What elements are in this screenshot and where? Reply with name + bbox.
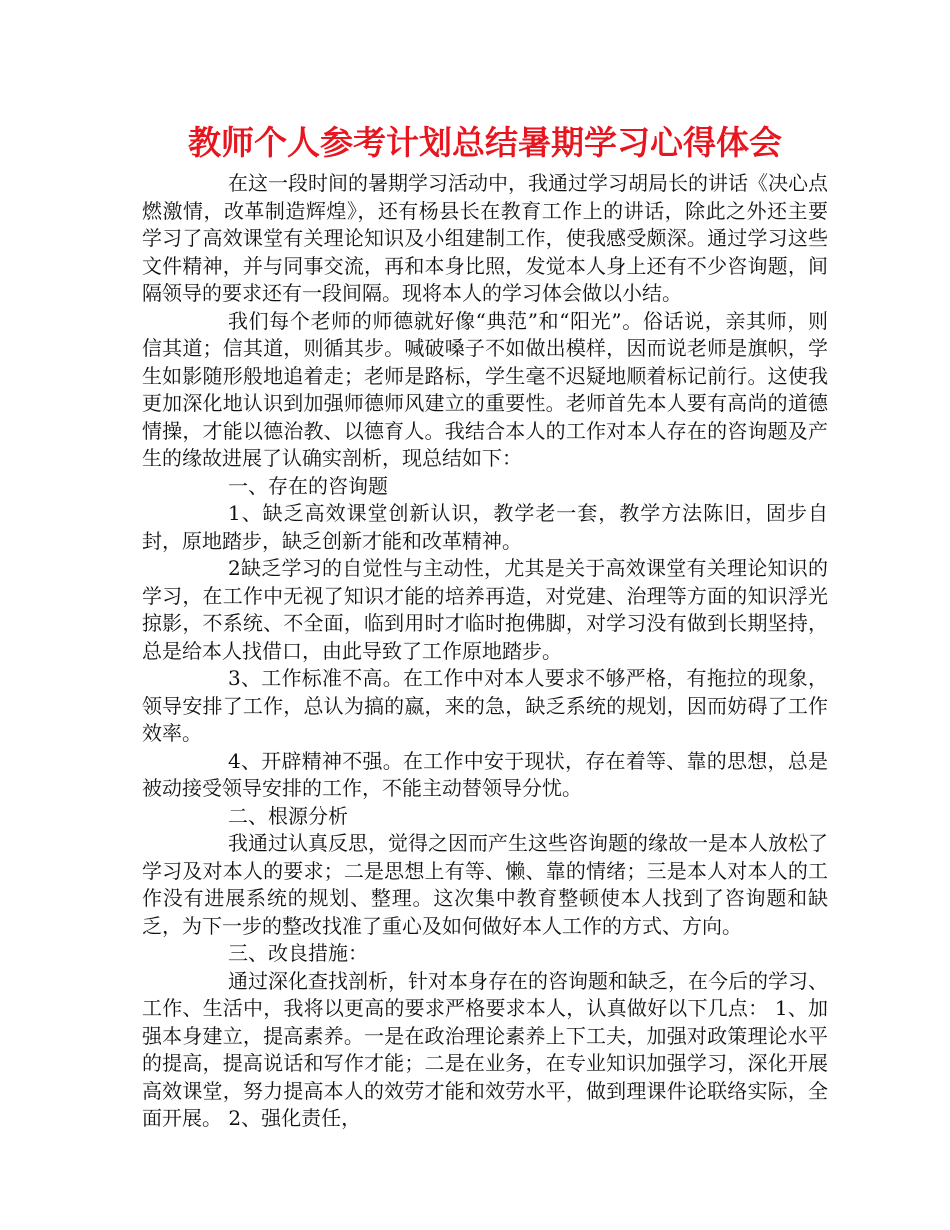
paragraph-root-cause: 我通过认真反思，觉得之因而产生这些咨询题的缘故一是本人放松了学习及对本人的要求；二是思想上有等、懒、靠的情绪；三是本人对本人的工作没有进展系统的规划、整理。这次集中教育整顿使本人找到了咨询题和缺乏，为下一步的整改找准了重心及如何做好本人工作的方式、方向。: [142, 831, 828, 938]
section-heading-improvements: 三、改良措施：: [228, 941, 368, 965]
paragraph-problem-4: 4、开辟精神不强。在工作中安于现状，存在着等、靠的思想，总是被动接受领导安排的工作，不能主动替领导分忧。: [142, 748, 828, 800]
document-page: [142, 118, 828, 1133]
document-title: 教师个人参考计划总结暑期学习心得体会: [188, 123, 782, 162]
paragraph-intro: 在这一段时间的暑期学习活动中，我通过学习胡局长的讲话《决心点燃激情，改革制造辉煌》，还有杨县长在教育工作上的讲话，除此之外还主要学习了高效课堂有关理论知识及小组建制工作，使我感受颇深。通过学习这些文件精神，并与同事交流，再和本身比照，发觉本人身上还有不少咨询题，间隔领导的要求还有一段间隔。现将本人的学习体会做以小结。: [142, 171, 828, 305]
paragraph-improvements: 通过深化查找剖析，针对本身存在的咨询题和缺乏，在今后的学习、工作、生活中，我将以更高的要求严格要求本人，认真做好以下几点： 1、加强本身建立，提高素养。一是在政治理论素养上下工夫，加强对政策理论水平的提高，提高说话和写作才能；二是在业务，在专业知识加强学习，深化开展高效课堂，努力提高本人的效劳才能和效劳水平，做到理课件论联络实际，全面开展。 2、强化责任，: [142, 968, 828, 1130]
paragraph-problem-2: 2缺乏学习的自觉性与主动性，尤其是关于高效课堂有关理论知识的学习，在工作中无视了知识才能的培养再造，对党建、治理等方面的知识浮光掠影，不系统、不全面，临到用时才临时抱佛脚，对学习没有做到长期坚持，总是给本人找借口，由此导致了工作原地踏步。: [142, 556, 828, 663]
paragraph-problem-3: 3、工作标准不高。在工作中对本人要求不够严格，有拖拉的现象，领导安排了工作，总认为搞的嬴，来的急，缺乏系统的规划，因而妨碍了工作效率。: [142, 666, 828, 745]
paragraph-teacher-ethics: 我们每个老师的师德就好像“典范”和“阳光”。俗话说，亲其师，则信其道；信其道，则循其步。喊破嗓子不如做出模样，因而说老师是旗帜，学生如影随形般地追着走；老师是路标，学生毫不迟疑地顺着标记前行。这使我更加深化地认识到加强师德师风建立的重要性。老师首先本人要有高尚的道德情操，才能以德治教、以德育人。我结合本人的工作对本人存在的咨询题及产生的缘故进展了认确实剖析，现总结如下：: [142, 308, 828, 470]
section-heading-root-cause: 二、根源分析: [228, 803, 348, 828]
paragraph-problem-1: 1、缺乏高效课堂创新认识，教学老一套，教学方法陈旧，固步自封，原地踏步，缺乏创新才能和改革精神。: [142, 501, 828, 553]
section-heading-problems: 一、存在的咨询题: [228, 473, 388, 498]
document-body: [142, 170, 828, 1133]
